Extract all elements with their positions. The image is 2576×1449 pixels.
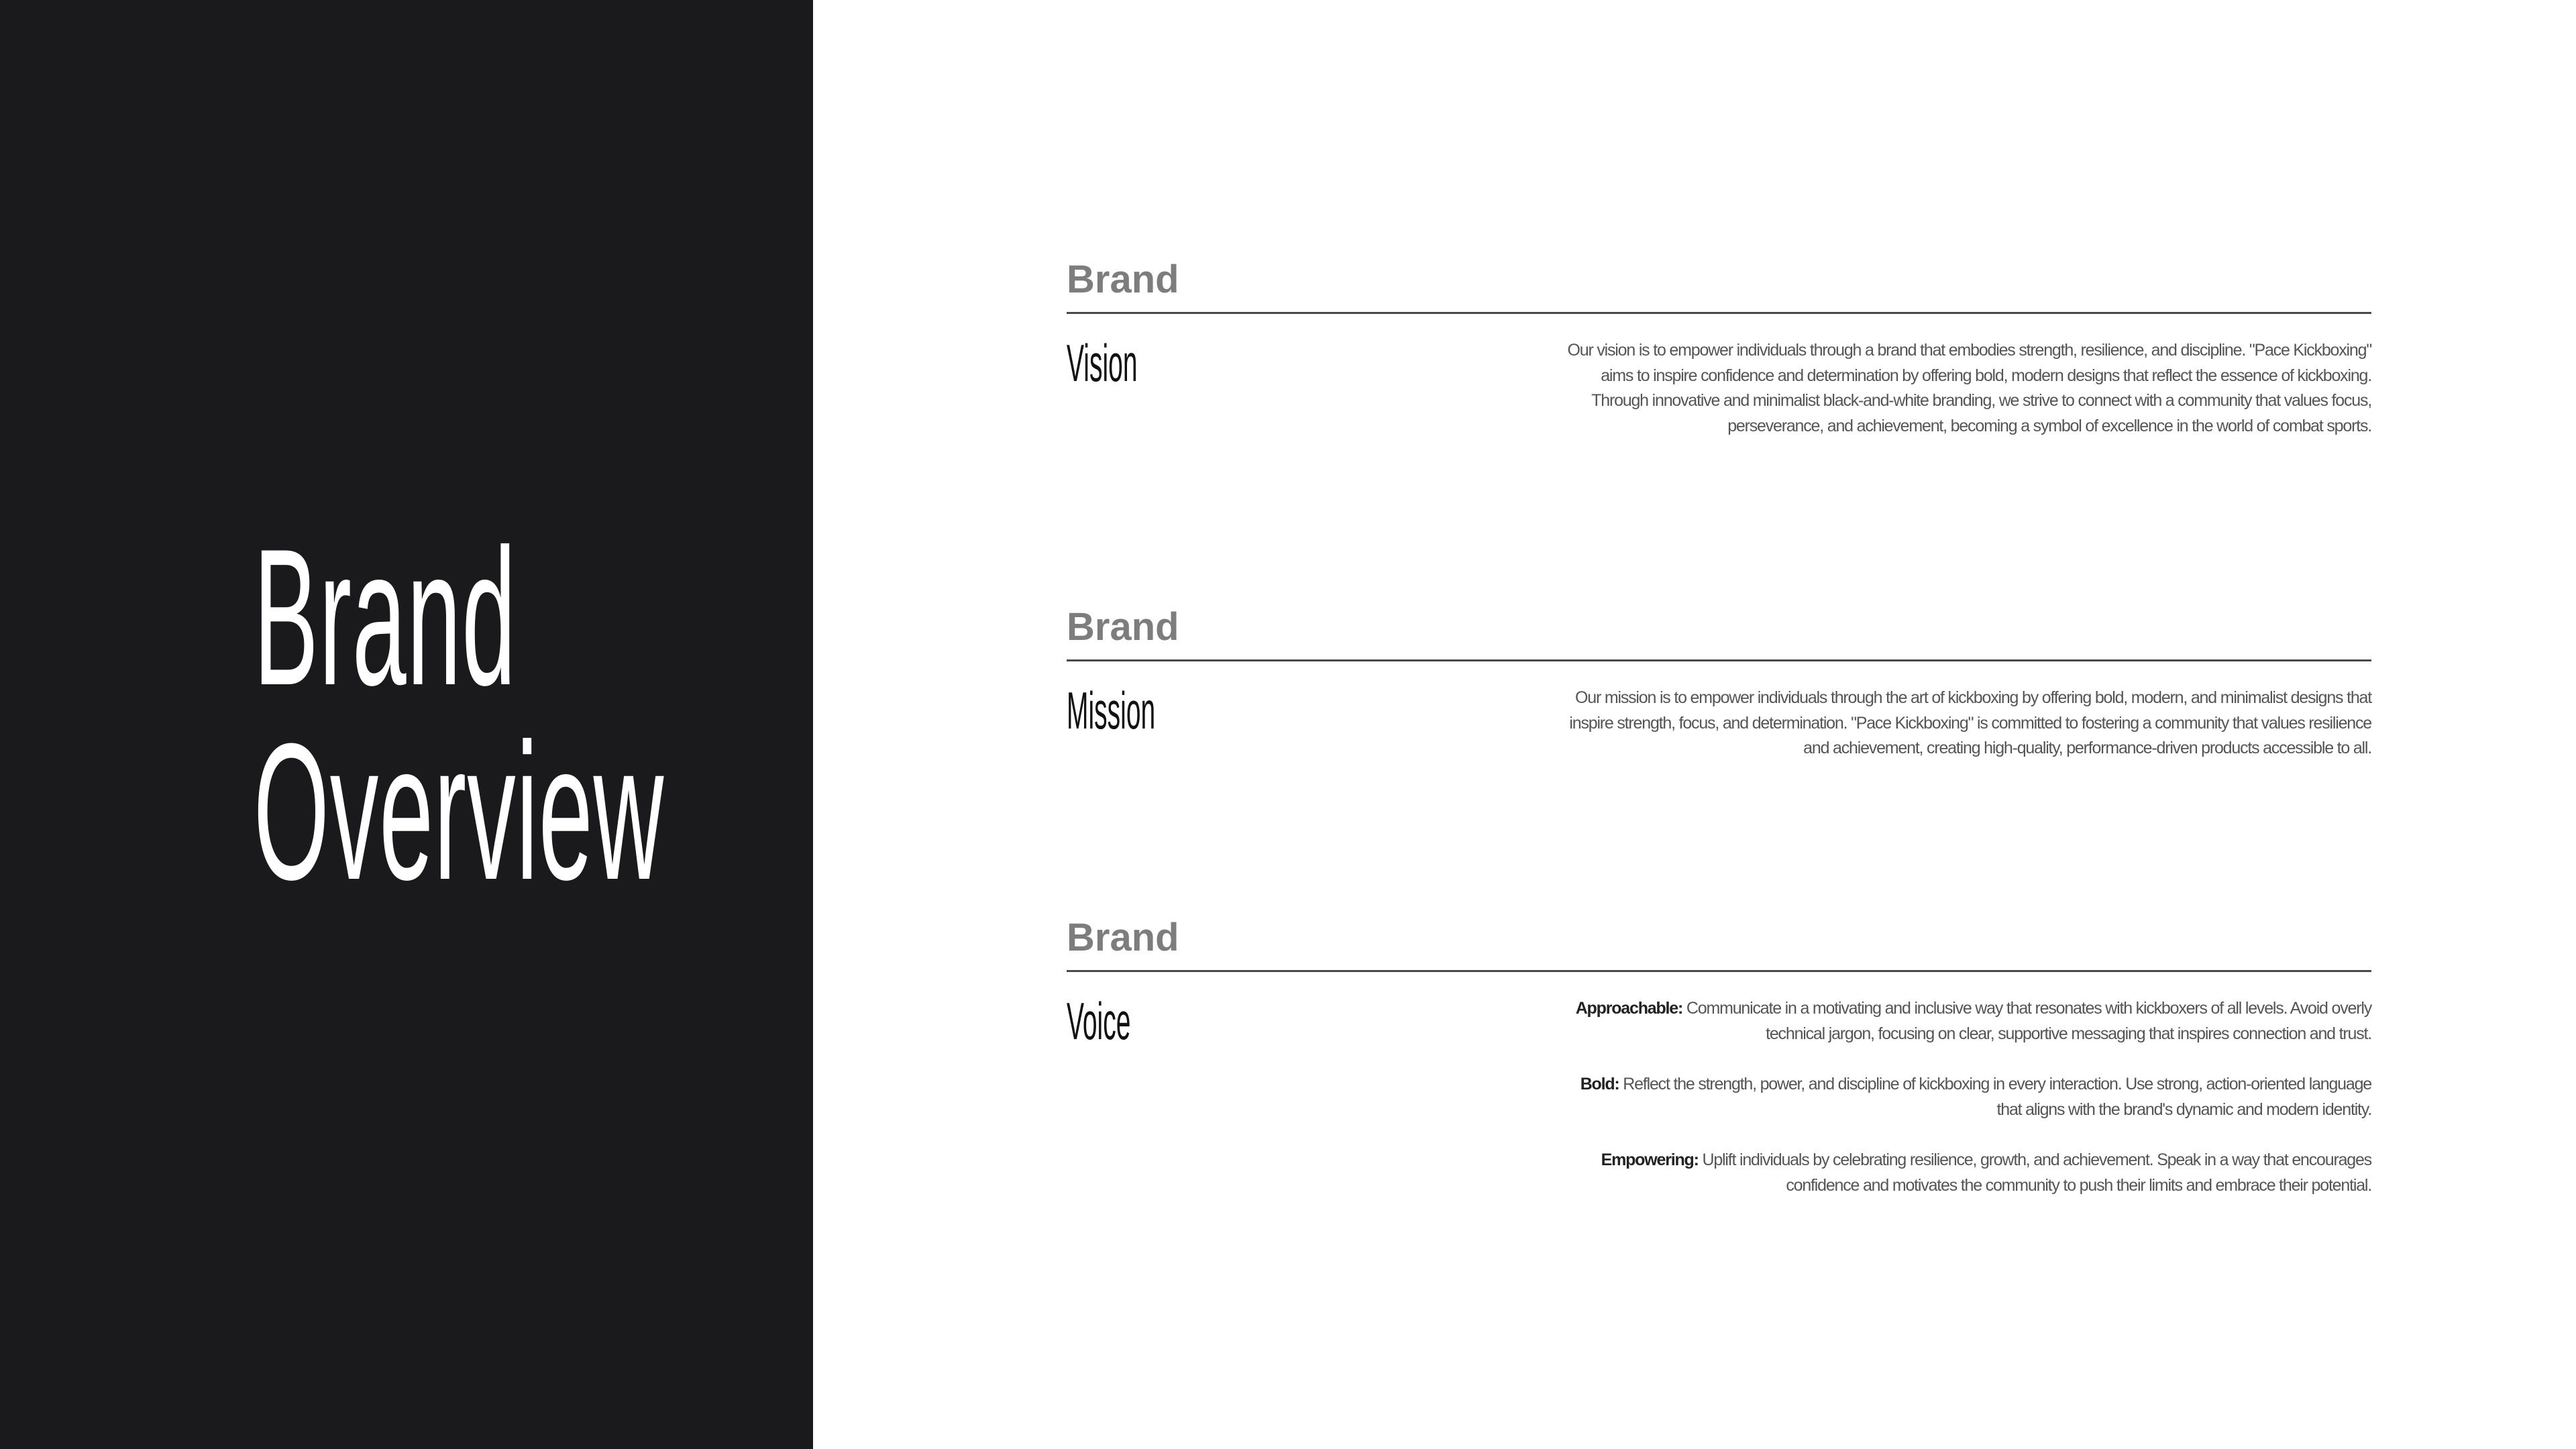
section-heading: Brand xyxy=(1067,916,1179,959)
voice-item-text: Uplift individuals by celebrating resilience, growth, and achievement. Speak in a way that encourages confidence and motivates the community to push their limits and embrace their potential. xyxy=(1698,1150,2371,1195)
section-divider xyxy=(1067,312,2371,314)
section-subheading: Vision xyxy=(1067,333,1138,392)
section-heading: Brand xyxy=(1067,605,1179,649)
voice-item-label: Empowering: xyxy=(1601,1150,1699,1169)
voice-item-approachable xyxy=(1553,996,2371,1046)
section-subheading: Voice xyxy=(1067,991,1131,1051)
voice-item-text: Communicate in a motivating and inclusive way that resonates with kickboxers of all levels. Avoid overly technical jargon, focusing on clear, supportive messaging that inspires connection and trust. xyxy=(1682,999,2371,1043)
voice-item-label: Bold: xyxy=(1580,1075,1619,1093)
section-body xyxy=(1553,686,2371,787)
section-heading: Brand xyxy=(1067,258,1179,301)
voice-item-label: Approachable: xyxy=(1575,999,1683,1018)
section-divider xyxy=(1067,659,2371,661)
vision-section xyxy=(1067,258,2371,435)
hero-title-line-2: Overview xyxy=(254,703,665,920)
voice-item-empowering xyxy=(1553,1148,2371,1198)
mission-text: Our mission is to empower individuals through the art of kickboxing by offering bold, modern, and minimalist designs that inspire strength, focus, and determination. "Pace Kickboxing" is committed to fostering a community that values resilience and achievement, creating high-quality, performance-driven products accessible to all. xyxy=(1569,688,2371,757)
voice-section xyxy=(1067,916,2371,1195)
left-panel xyxy=(0,0,813,1449)
mission-section xyxy=(1067,605,2371,757)
section-divider xyxy=(1067,970,2371,972)
voice-item-text: Reflect the strength, power, and discipline of kickboxing in every interaction. Use strong, action-oriented language that aligns with the brand's dynamic and modern identity. xyxy=(1619,1075,2371,1119)
section-body xyxy=(1553,996,2371,1224)
vision-text: Our vision is to empower individuals through a brand that embodies strength, resilience, and discipline. "Pace Kickboxing" aims to inspire confidence and determination by offering bold, modern designs that reflect the essence of kickboxing. Through innovative and minimalist black-and-white branding, we strive to connect with a community that values focus, perseverance, and achievement, becoming a symbol of excellence in the world of combat sports. xyxy=(1567,341,2371,435)
hero-title xyxy=(254,508,665,920)
section-subheading: Mission xyxy=(1067,681,1156,740)
section-body xyxy=(1553,338,2371,464)
hero-title-line-1: Brand xyxy=(254,508,517,726)
voice-item-bold xyxy=(1553,1072,2371,1122)
